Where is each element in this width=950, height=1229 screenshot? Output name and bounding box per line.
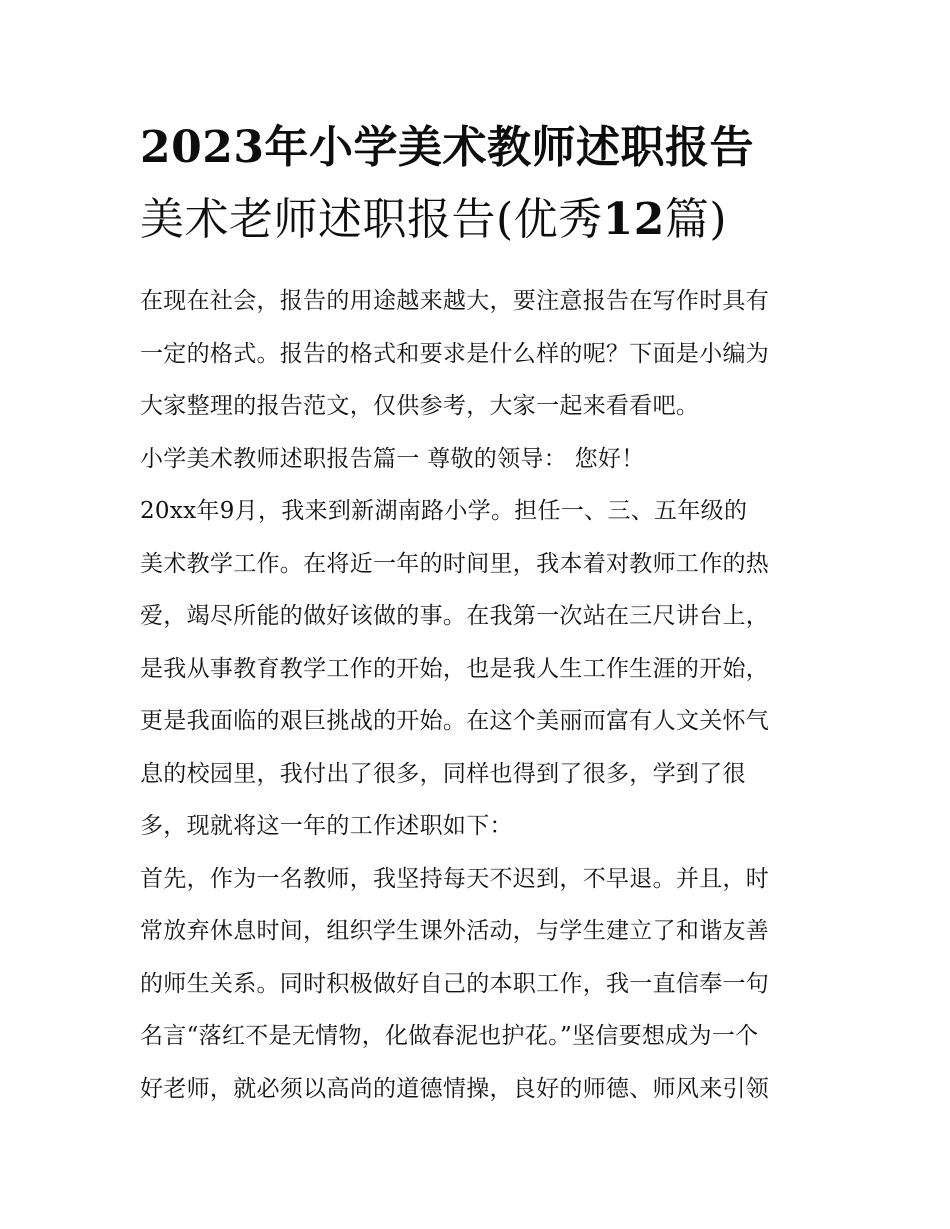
- body-line: 名言“落红不是无情物，化做春泥也护花。”坚信要想成为一个: [140, 1023, 759, 1049]
- body-line: 一定的格式。报告的格式和要求是什么样的呢？下面是小编为: [140, 340, 770, 367]
- body-line: 大家整理的报告范文，仅供参考，大家一起来看看吧。: [140, 393, 700, 419]
- body-line: 在现在社会，报告的用途越来越大，要注意报告在写作时具有: [140, 288, 770, 314]
- body-line: 是我从事教育教学工作的开始，也是我人生工作生涯的开始，: [140, 655, 770, 682]
- title-line-2-prefix: 美术老师述职报告(优秀: [140, 194, 603, 245]
- document-title-line-2: [140, 184, 840, 256]
- body-line: 息的校园里，我付出了很多，同样也得到了很多，学到了很: [140, 760, 746, 787]
- body-line: 小学美术教师述职报告篇一 尊敬的领导： 您好！: [140, 445, 645, 472]
- body-line: 常放弃休息时间，组织学生课外活动，与学生建立了和谐友善: [140, 918, 770, 944]
- title-line-2-number: 12: [602, 194, 665, 245]
- body-line: 的师生关系。同时积极做好自己的本职工作，我一直信奉一句: [140, 970, 770, 997]
- body-line: 爱，竭尽所能的做好该做的事。在我第一次站在三尺讲台上，: [140, 603, 770, 629]
- body-line: 20xx年9月，我来到新湖南路小学。担任一、三、五年级的: [140, 498, 748, 524]
- document-body: [140, 275, 820, 1115]
- body-line: 更是我面临的艰巨挑战的开始。在这个美丽而富有人文关怀气: [140, 708, 770, 734]
- body-line: 多，现就将这一年的工作述职如下：: [140, 813, 513, 839]
- document-title-line-1: 2023年小学美术教师述职报告: [140, 122, 754, 173]
- title-line-2-suffix: 篇): [664, 194, 728, 245]
- body-line: 美术教学工作。在将近一年的时间里，我本着对教师工作的热: [140, 550, 770, 577]
- body-line: 首先，作为一名教师，我坚持每天不迟到，不早退。并且，时: [140, 865, 770, 892]
- body-line: 好老师，就必须以高尚的道德情操，良好的师德、师风来引领: [140, 1075, 770, 1102]
